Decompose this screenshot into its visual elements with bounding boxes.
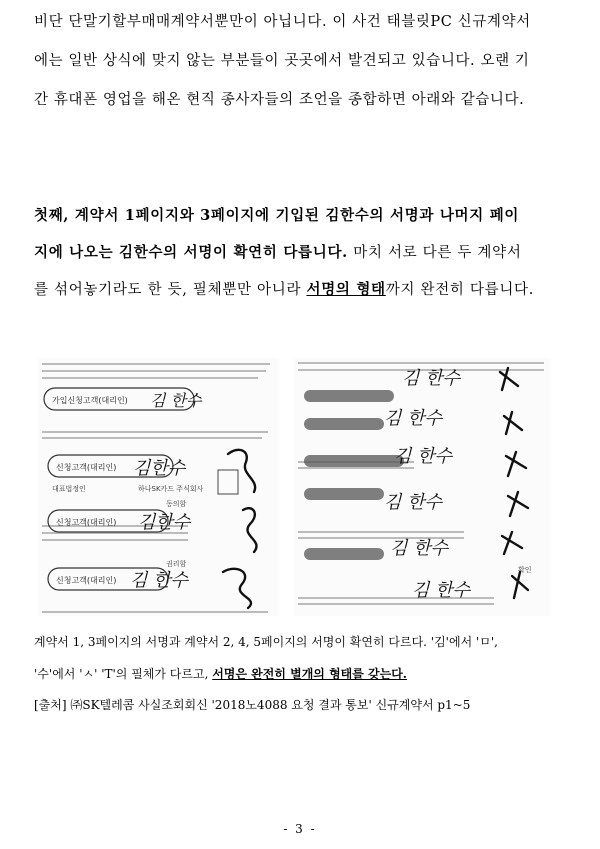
intro-line: 간 휴대폰 영업을 해온 현직 종사자들의 조언을 종합하면 아래와 같습니다. [34, 92, 525, 108]
point-underline: 서명의 형태 [306, 281, 386, 298]
fig-right-name: 김 한수 [390, 538, 448, 559]
point-text: 까지 완전히 다릅니다. [385, 282, 535, 298]
point-text: 마치 서로 다른 두 계약서 [347, 245, 522, 261]
fig-left-name: 김 한수 [130, 570, 188, 591]
fig-left-extra: 동의함 [166, 500, 187, 508]
fig-left-extra: 하나SK카드 주식회사 [138, 485, 204, 493]
fig-right-name: 김 한수 [412, 580, 470, 601]
fig-right-extra: 확인 [518, 566, 532, 574]
caption-line-1: 계약서 1, 3페이지의 서명과 계약서 2, 4, 5페이지의 서명이 확연히 다르다. '김'에서 'ㅁ', [34, 635, 498, 649]
fig-right-name: 김 한수 [402, 368, 460, 389]
point-line-1: 첫째, 계약서 1페이지와 3페이지에 기입된 김한수의 서명과 나머지 페이 [34, 207, 520, 224]
fig-right-name: 김 한수 [384, 408, 442, 429]
point-line-3 [34, 278, 534, 299]
fig-left-name: 김한수 [133, 458, 186, 479]
fig-left-label: 신청고객(대리인) [56, 463, 117, 472]
point-text: 를 섞어놓기라도 한 듯, 필체뿐만 아니라 [34, 282, 307, 298]
fig-left-label: 신청고객(대리인) [56, 518, 117, 527]
fig-right-name: 김 한수 [394, 446, 452, 467]
fig-left-label: 신청고객(대리인) [56, 576, 117, 585]
fig-left-extra: 대표법정인 [52, 485, 86, 493]
caption-underline: 서명은 완전히 별개의 형태를 갖는다. [212, 667, 407, 681]
point-emphasis: 지에 나오는 김한수의 서명이 확연히 다릅니다. [34, 244, 348, 261]
fig-right-name: 김 한수 [384, 492, 442, 513]
caption-text: '수'에서 'ㅅ' 'T'의 필체가 다르고, [34, 667, 213, 681]
fig-left-name: 김한수 [138, 512, 191, 533]
signature-scan-left [38, 358, 278, 616]
source-citation: [출처] ㈜SK텔레콤 사실조회회신 '2018노4088 요청 결과 통보' 신규계약서 p1~5 [34, 698, 471, 712]
intro-line: 에는 일반 상식에 맞지 않는 부분들이 곳곳에서 발견되고 있습니다. 오랜 기 [34, 53, 530, 69]
fig-left-name: 김 한수 [150, 391, 202, 410]
page-number: - 3 - [283, 822, 317, 836]
fig-left-label: 가입신청고객(대리인) [52, 396, 128, 405]
signature-scan-right [294, 358, 550, 616]
caption-line-2 [34, 665, 407, 682]
intro-line: 비단 단말기할부매매계약서뿐만이 아닙니다. 이 사건 태블릿PC 신규계약서 [34, 14, 531, 30]
fig-left-extra: 권리함 [166, 560, 187, 568]
point-line-2 [34, 241, 522, 262]
